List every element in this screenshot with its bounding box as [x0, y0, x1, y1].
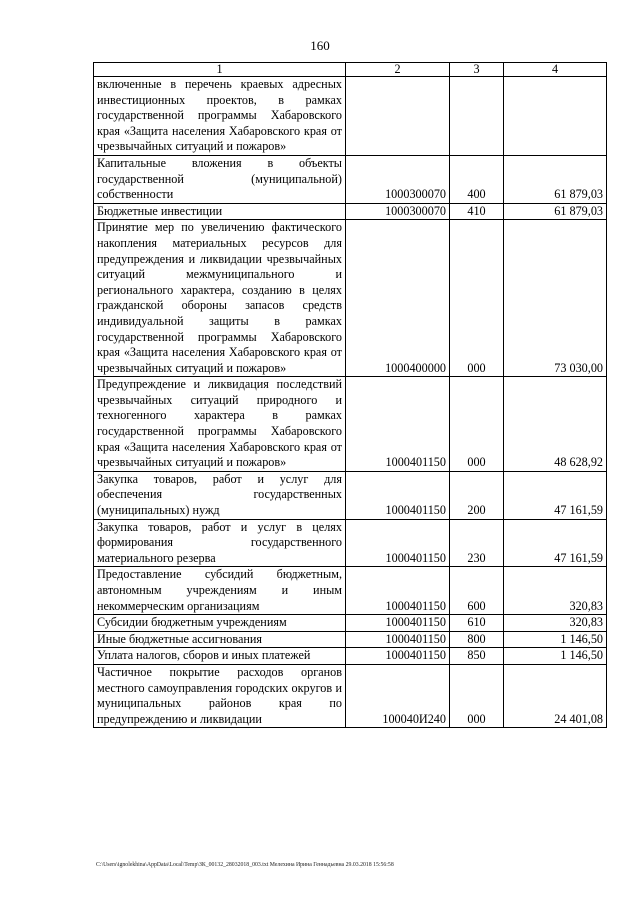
table-row — [94, 471, 607, 519]
row-code: 1000300070 — [346, 203, 450, 220]
row-type: 410 — [450, 203, 504, 220]
table-header-row — [94, 63, 607, 77]
row-type: 850 — [450, 648, 504, 665]
row-amount — [504, 77, 607, 156]
row-code: 1000300070 — [346, 155, 450, 203]
column-header: 2 — [346, 63, 450, 77]
table-row — [94, 648, 607, 665]
row-description: Иные бюджетные ассигнования — [94, 631, 346, 648]
table-row — [94, 77, 607, 156]
column-header: 1 — [94, 63, 346, 77]
table-row — [94, 155, 607, 203]
row-amount: 73 030,00 — [504, 220, 607, 377]
column-header: 3 — [450, 63, 504, 77]
row-amount: 1 146,50 — [504, 631, 607, 648]
row-type: 000 — [450, 377, 504, 472]
row-code: 1000401150 — [346, 567, 450, 615]
row-description: Бюджетные инвестиции — [94, 203, 346, 220]
table-row — [94, 220, 607, 377]
row-amount: 1 146,50 — [504, 648, 607, 665]
table-row — [94, 567, 607, 615]
row-type: 800 — [450, 631, 504, 648]
row-code: 100040И240 — [346, 664, 450, 727]
row-code: 1000401150 — [346, 471, 450, 519]
row-description: Закупка товаров, работ и услуг в целях формирования государственного материального резерва — [94, 519, 346, 567]
row-code: 1000401150 — [346, 631, 450, 648]
table-row — [94, 664, 607, 727]
row-amount: 320,83 — [504, 615, 607, 632]
row-code — [346, 77, 450, 156]
row-type: 230 — [450, 519, 504, 567]
document-footer-path: C:\Users\ignolekhina\AppData\Local\Temp\ЗК_00132_28032018_003.txt Мелехина Ирина Геннадьевна 29.03.2018 15:56:58 — [96, 862, 394, 868]
row-type: 000 — [450, 664, 504, 727]
row-amount: 24 401,08 — [504, 664, 607, 727]
row-amount: 61 879,03 — [504, 203, 607, 220]
row-type: 400 — [450, 155, 504, 203]
row-code: 1000401150 — [346, 615, 450, 632]
row-code: 1000401150 — [346, 519, 450, 567]
row-type: 610 — [450, 615, 504, 632]
row-type: 200 — [450, 471, 504, 519]
row-description: Частичное покрытие расходов органов местного самоуправления городских округов и муниципальных районов края по предупреждению и ликвидации — [94, 664, 346, 727]
row-description: Субсидии бюджетным учреждениям — [94, 615, 346, 632]
column-header: 4 — [504, 63, 607, 77]
row-type: 600 — [450, 567, 504, 615]
table-row — [94, 615, 607, 632]
row-code: 1000400000 — [346, 220, 450, 377]
row-amount: 47 161,59 — [504, 519, 607, 567]
table-row — [94, 631, 607, 648]
row-description: Уплата налогов, сборов и иных платежей — [94, 648, 346, 665]
row-code: 1000401150 — [346, 648, 450, 665]
table-row — [94, 519, 607, 567]
row-amount: 47 161,59 — [504, 471, 607, 519]
table-row — [94, 203, 607, 220]
row-type: 000 — [450, 220, 504, 377]
table-row — [94, 377, 607, 472]
row-description: Предупреждение и ликвидация последствий чрезвычайных ситуаций природного и техногенного характера в рамках государственной программы Хабаровского края «Защита населения Хабаровского края от чрезвычайных ситуаций и пожаров» — [94, 377, 346, 472]
row-amount: 48 628,92 — [504, 377, 607, 472]
row-description: Закупка товаров, работ и услуг для обеспечения государственных (муниципальных) нужд — [94, 471, 346, 519]
page-number: 160 — [310, 38, 330, 53]
row-description: Предоставление субсидий бюджетным, автономным учреждениям и иным некоммерческим организациям — [94, 567, 346, 615]
row-amount: 61 879,03 — [504, 155, 607, 203]
budget-table — [93, 62, 607, 728]
row-description: Капитальные вложения в объекты государственной (муниципальной) собственности — [94, 155, 346, 203]
row-description: Принятие мер по увеличению фактического накопления материальных ресурсов для предупреждения и ликвидации чрезвычайных ситуаций межмуниципального и регионального характера, созданию в целях гражданской обороны запасов средств индивидуальной защиты в рамках государственной программы Хабаровского края «Защита населения Хабаровского края от чрезвычайных ситуаций и пожаров» — [94, 220, 346, 377]
row-code: 1000401150 — [346, 377, 450, 472]
row-description: включенные в перечень краевых адресных инвестиционных проектов, в рамках государственной программы Хабаровского края «Защита населения Хабаровского края от чрезвычайных ситуаций и пожаров» — [94, 77, 346, 156]
row-amount: 320,83 — [504, 567, 607, 615]
row-type — [450, 77, 504, 156]
